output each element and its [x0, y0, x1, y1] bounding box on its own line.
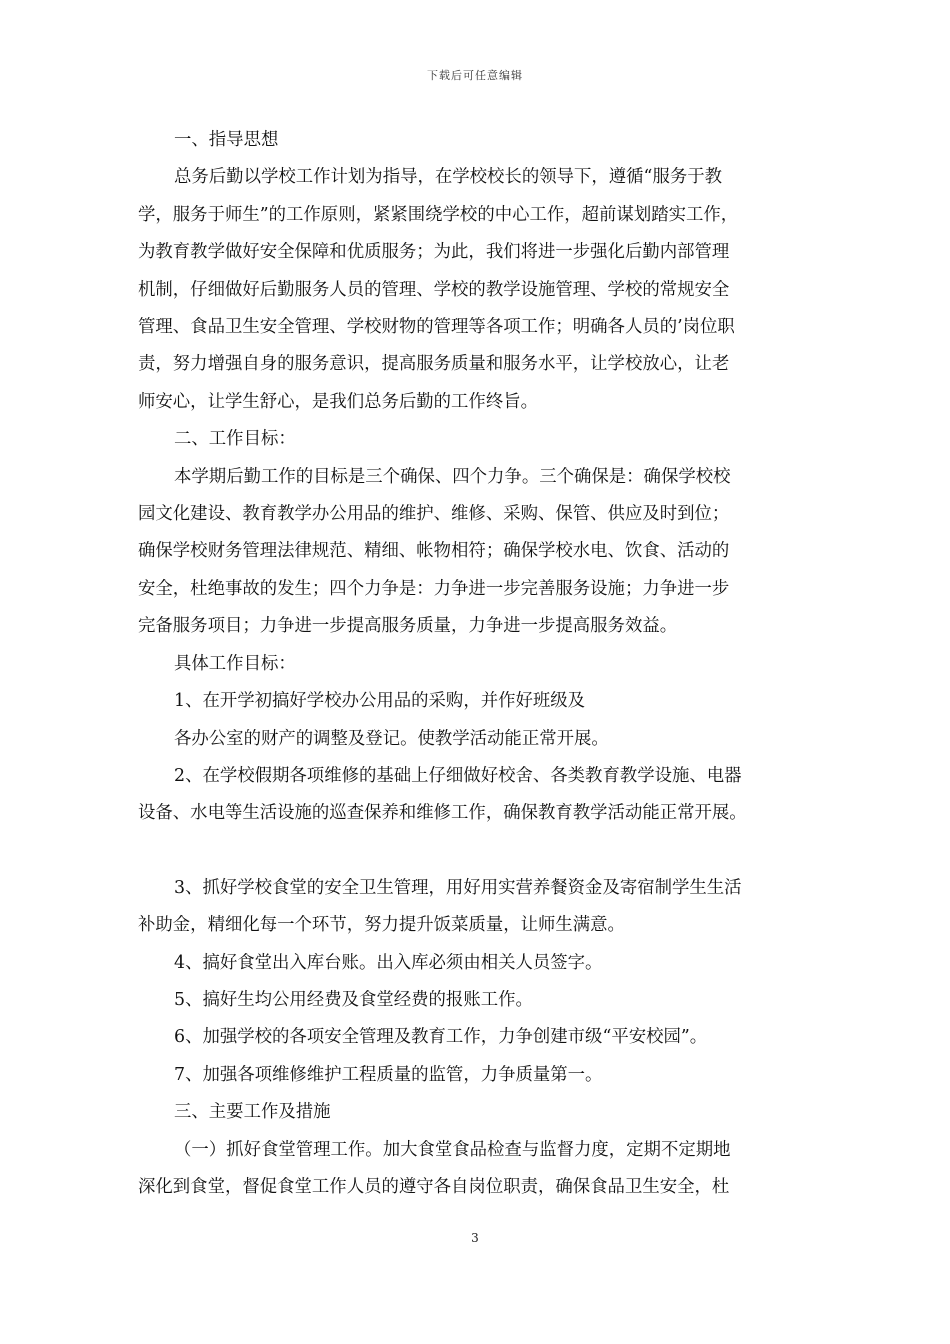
list-item-5: 5、搞好生均公用经费及食堂经费的报账工作。 — [174, 989, 533, 1010]
list-item-3: 3、抓好学校食堂的安全卫生管理，用好用实营养餐资金及寄宿制学生生活 — [174, 877, 742, 898]
paragraph-line: 总务后勤以学校工作计划为指导，在学校校长的领导下，遵循“服务于教 — [174, 167, 723, 188]
blank-line — [138, 833, 818, 870]
paragraph-line: 安全，杜绝事故的发生；四个力争是：力争进一步完善服务设施；力争进一步 — [138, 578, 730, 599]
paragraph-line: 完备服务项目；力争进一步提高服务质量，力争进一步提高服务效益。 — [138, 616, 678, 637]
list-item-4: 4、搞好食堂出入库台账。出入库必须由相关人员签字。 — [174, 952, 603, 973]
list-item-7: 7、加强各项维修维护工程质量的监管，力争质量第一。 — [174, 1064, 603, 1085]
paragraph-line: 师安心，让学生舒心，是我们总务后勤的工作终旨。 — [138, 391, 538, 412]
list-item-6: 6、加强学校的各项安全管理及教育工作，力争创建市级“平安校园”。 — [174, 1027, 708, 1048]
list-item-1: 1、在开学初搞好学校办公用品的采购，并作好班级及 — [174, 691, 586, 712]
section-heading-work-goals: 二、工作目标： — [174, 429, 296, 450]
section-heading-main-work: 三、主要工作及措施 — [174, 1102, 331, 1123]
paragraph-line: 补助金，精细化每一个环节，努力提升饭菜质量，让师生满意。 — [138, 915, 625, 936]
list-item-1-continued: 各办公室的财产的调整及登记。使教学活动能正常开展。 — [174, 728, 609, 749]
paragraph-line: 深化到食堂，督促食堂工作人员的遵守各自岗位职责，确保食品卫生安全，杜 — [138, 1176, 730, 1197]
document-body — [138, 122, 818, 1206]
paragraph-line: 管理、食品卫生安全管理、学校财物的管理等各项工作；明确各人员的’岗位职 — [138, 317, 735, 338]
paragraph-line: 本学期后勤工作的目标是三个确保、四个力争。三个确保是：确保学校校 — [174, 466, 731, 487]
paragraph-line: 园文化建设、教育教学办公用品的维护、维修、采购、保管、供应及时到位； — [138, 504, 730, 525]
paragraph-line: （一）抓好食堂管理工作。加大食堂食品检查与监督力度，定期不定期地 — [174, 1139, 731, 1160]
paragraph-line: 学，服务于师生”的工作原则，紧紧围绕学校的中心工作，超前谋划踏实工作， — [138, 204, 739, 225]
paragraph-line: 为教育教学做好安全保障和优质服务；为此，我们将进一步强化后勤内部管理 — [138, 242, 730, 263]
page-header: 下载后可任意编辑 — [427, 69, 523, 82]
paragraph-line: 确保学校财务管理法律规范、精细、帐物相符；确保学校水电、饮食、活动的 — [138, 541, 730, 562]
page-number: 3 — [471, 1231, 479, 1245]
list-item-2: 2、在学校假期各项维修的基础上仔细做好校舍、各类教育教学设施、电器 — [174, 765, 742, 786]
paragraph-line: 设备、水电等生活设施的巡查保养和维修工作，确保教育教学活动能正常开展。 — [138, 803, 747, 824]
paragraph-line: 责，努力增强自身的服务意识，提高服务质量和服务水平，让学校放心，让老 — [138, 354, 730, 375]
paragraph-line: 机制，仔细做好后勤服务人员的管理、学校的教学设施管理、学校的常规安全 — [138, 279, 730, 300]
section-heading-guiding-ideology: 一、指导思想 — [174, 130, 279, 150]
subheading-specific-goals: 具体工作目标： — [174, 653, 296, 674]
